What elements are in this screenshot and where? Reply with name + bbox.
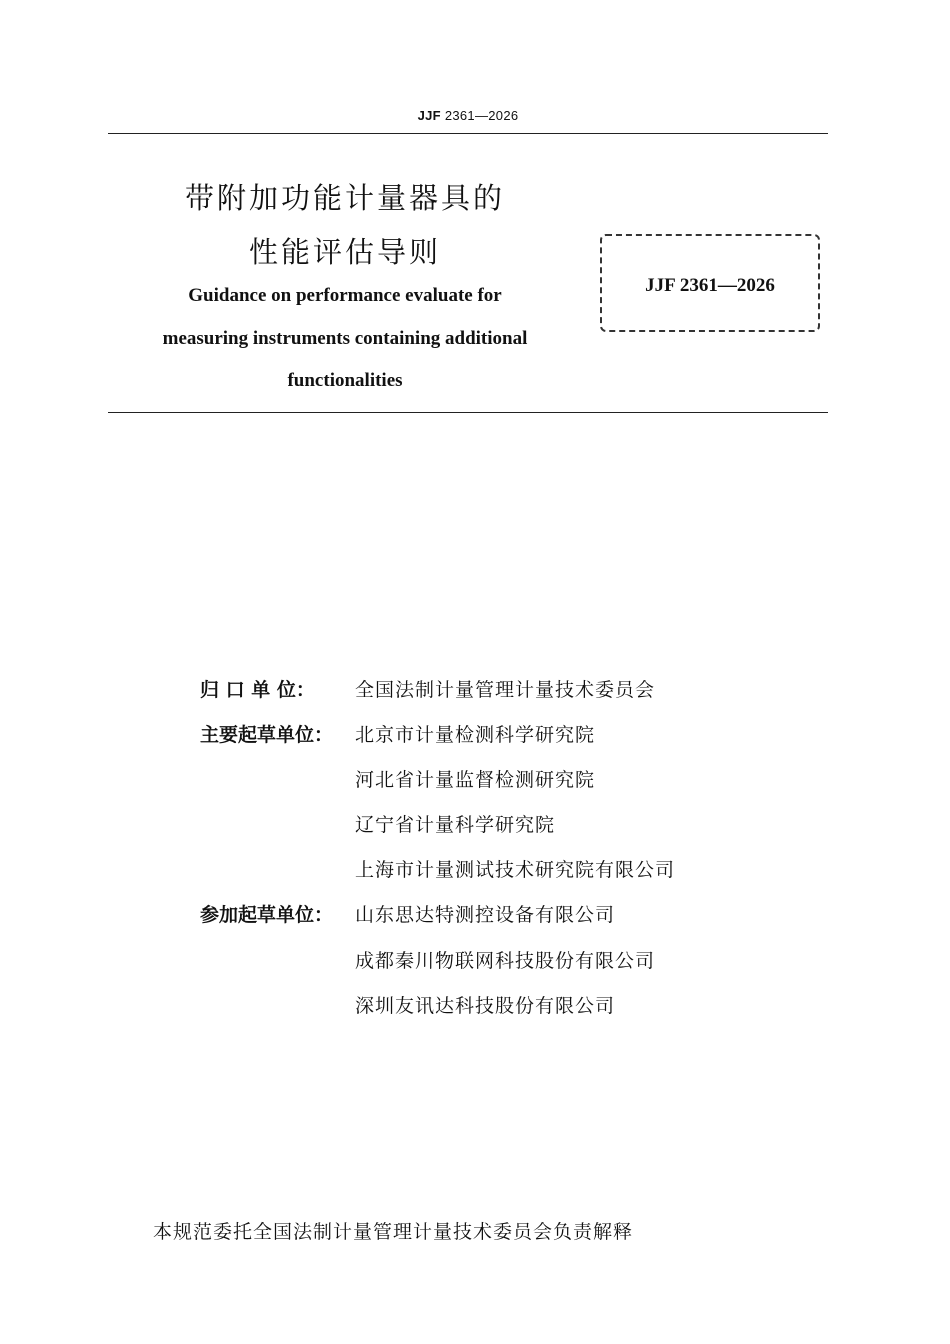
org-label-main-drafters: 主要起草单位：: [200, 724, 334, 746]
org-value-main-drafter-2: 河北省计量监督检测研究院: [355, 769, 596, 791]
title-en-line1: Guidance on performance evaluate for: [188, 285, 502, 306]
bottom-divider: [108, 412, 828, 413]
org-label-participating: 参加起草单位：: [200, 904, 334, 926]
footer-interpretation-note: 本规范委托全国法制计量管理计量技术委员会负责解释: [153, 1221, 634, 1243]
org-label-responsible: 归 口 单 位：: [200, 679, 315, 701]
header-code-prefix: JJF: [417, 108, 441, 123]
org-value-main-drafter-1: 北京市计量检测科学研究院: [355, 724, 596, 746]
header-standard-code: [0, 108, 936, 123]
title-en-line3: functionalities: [287, 370, 403, 391]
org-value-main-drafter-4: 上海市计量测试技术研究院有限公司: [355, 859, 676, 881]
org-value-participating-2: 成都秦川物联网科技股份有限公司: [355, 950, 656, 972]
org-value-responsible-1: 全国法制计量管理计量技术委员会: [355, 679, 656, 701]
standard-code-text: JJF 2361—2026: [645, 275, 775, 296]
org-value-participating-3: 深圳友讯达科技股份有限公司: [355, 995, 616, 1017]
org-value-participating-1: 山东思达特测控设备有限公司: [355, 904, 616, 926]
title-cn-line1: 带附加功能计量器具的: [184, 181, 505, 215]
header-code-number: 2361—2026: [444, 108, 519, 123]
title-en-line2: measuring instruments containing additional: [162, 328, 528, 349]
top-divider: [108, 133, 828, 134]
title-cn-line2: 性能评估导则: [248, 235, 441, 269]
standard-code-box: [600, 234, 820, 332]
org-value-main-drafter-3: 辽宁省计量科学研究院: [355, 814, 556, 836]
